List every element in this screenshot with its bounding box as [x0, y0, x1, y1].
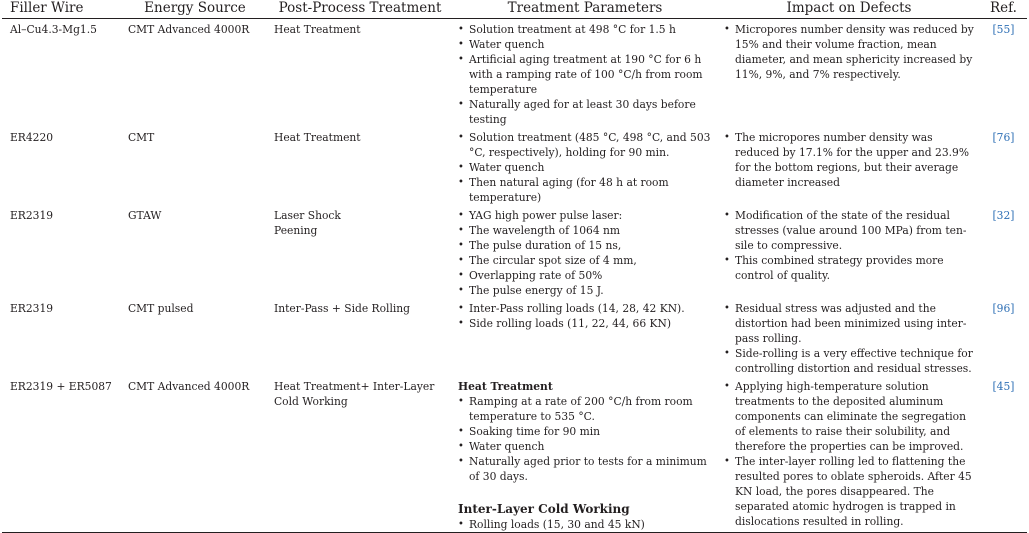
post-process-line: Heat Treatment — [274, 131, 361, 144]
table-row — [2, 19, 1027, 128]
list-item: • Naturally aged for at least 30 days before testing — [458, 97, 712, 127]
header-post-process: Post-Process Treatment — [268, 0, 452, 19]
list-item: • Soaking time for 90 min — [458, 424, 712, 439]
post-process-cell — [268, 205, 452, 298]
list-item: • YAG high power pulse laser: — [458, 208, 712, 223]
header-filler-wire: Filler Wire — [2, 0, 122, 19]
list-item: • The wavelength of 1064 nm — [458, 223, 712, 238]
list-item: • Solution treatment at 498 °C for 1.5 h — [458, 22, 712, 37]
post-process-cell — [268, 127, 452, 205]
impact-cell — [718, 205, 980, 298]
list-item: • The pulse duration of 15 ns, — [458, 238, 712, 253]
post-process-line: Laser Shock — [274, 209, 341, 222]
impact-cell — [718, 298, 980, 376]
ref-cell — [980, 19, 1027, 128]
list-item: • Micropores number density was reduced by 15% and their volume fraction, mean diameter, and mean sphericity increased by 11%, 9%, and 7% respectively. — [724, 22, 974, 82]
parameters-subheading: Heat Treatment — [458, 380, 553, 393]
impact-cell — [718, 19, 980, 128]
table-row — [2, 127, 1027, 205]
parameters-list — [458, 208, 712, 298]
post-process-line: Heat Treatment+ Inter-Layer — [274, 380, 435, 393]
list-item: • Residual stress was adjusted and the distortion had been minimized using inter-pass rolling. — [724, 301, 974, 346]
energy-source-cell: CMT — [128, 131, 155, 144]
list-item: • Naturally aged prior to tests for a minimum of 30 days. — [458, 454, 712, 484]
table-row — [2, 205, 1027, 298]
parameters-list — [458, 517, 712, 532]
list-item: • Water quench — [458, 37, 712, 52]
parameters-cell — [452, 298, 718, 376]
ref-cell — [980, 205, 1027, 298]
parameters-cell — [452, 19, 718, 128]
ref-link[interactable]: [55] — [992, 23, 1015, 36]
ref-link[interactable]: [96] — [992, 302, 1015, 315]
energy-source-cell: GTAW — [128, 209, 162, 222]
list-item: • Modification of the state of the residual stresses (value around 100 MPa) from ten-sile to compressive. — [724, 208, 974, 253]
impact-cell — [718, 376, 980, 533]
post-process-cell — [268, 19, 452, 128]
filler-wire-cell: ER2319 + ER5087 — [2, 376, 122, 533]
ref-link[interactable]: [45] — [992, 380, 1015, 393]
table-row — [2, 298, 1027, 376]
impact-cell — [718, 127, 980, 205]
impact-list — [724, 208, 974, 283]
header-energy-source: Energy Source — [122, 0, 268, 19]
parameters-list — [458, 130, 712, 205]
impact-list — [724, 22, 974, 82]
list-item: • Ramping at a rate of 200 °C/h from room temperature to 535 °C. — [458, 394, 712, 424]
table-header-row — [2, 0, 1027, 19]
list-item: • Applying high-temperature solution treatments to the deposited aluminum components can eliminate the segregation of elements to raise their solubility, and therefore the properties can be improved. — [724, 379, 974, 454]
filler-wire-cell: ER2319 — [10, 302, 54, 315]
parameters-list — [458, 301, 712, 331]
post-process-line: Heat Treatment — [274, 23, 361, 36]
post-process-line: Cold Working — [274, 395, 348, 408]
post-process-line: Inter-Pass + Side Rolling — [274, 302, 411, 315]
header-impact-on-defects: Impact on Defects — [718, 0, 980, 19]
header-treatment-parameters: Treatment Parameters — [452, 0, 718, 19]
energy-source-cell: CMT Advanced 4000R — [128, 23, 250, 36]
post-process-cell — [268, 298, 452, 376]
list-item: • The circular spot size of 4 mm, — [458, 253, 712, 268]
parameters-list — [458, 394, 712, 484]
ref-link[interactable]: [76] — [992, 131, 1015, 144]
parameters-subheading: Inter-Layer Cold Working — [458, 502, 630, 516]
ref-link[interactable]: [32] — [992, 209, 1015, 222]
list-item: • This combined strategy provides more control of quality. — [724, 253, 974, 283]
impact-list — [724, 130, 974, 190]
parameters-cell — [452, 127, 718, 205]
parameters-cell — [452, 205, 718, 298]
list-item: • Side-rolling is a very effective technique for controlling distortion and residual stresses. — [724, 346, 974, 376]
list-item: • Side rolling loads (11, 22, 44, 66 KN) — [458, 316, 712, 331]
list-item: • The inter-layer rolling led to flattening the resulted pores to oblate spheroids. After 45 KN load, the pores disappeared. The separated atomic hydrogen is trapped in dislocations resulted in rolling. — [724, 454, 974, 529]
parameters-cell — [452, 376, 718, 533]
energy-source-cell: CMT pulsed — [128, 302, 194, 315]
list-item: • Overlapping rate of 50% — [458, 268, 712, 283]
list-item: • Water quench — [458, 439, 712, 454]
treatment-table — [2, 0, 1027, 533]
filler-wire-cell: ER2319 — [10, 209, 54, 222]
parameters-list — [458, 22, 712, 127]
list-item: • Then natural aging (for 48 h at room temperature) — [458, 175, 712, 205]
list-item: • Solution treatment (485 °C, 498 °C, and 503 °C, respectively), holding for 90 min. — [458, 130, 712, 160]
ref-cell — [980, 127, 1027, 205]
list-item: • The pulse energy of 15 J. — [458, 283, 712, 298]
list-item: • The micropores number density was reduced by 17.1% for the upper and 23.9% for the bottom regions, but their average diameter increased — [724, 130, 974, 190]
list-item: • Artificial aging treatment at 190 °C for 6 h with a ramping rate of 100 °C/h from room temperature — [458, 52, 712, 97]
filler-wire-cell: Al–Cu4.3-Mg1.5 — [10, 23, 97, 36]
energy-source-cell: CMT Advanced 4000R — [122, 376, 268, 533]
header-ref: Ref. — [980, 0, 1027, 19]
post-process-line: Peening — [274, 224, 318, 237]
filler-wire-cell: ER4220 — [10, 131, 54, 144]
list-item: • Water quench — [458, 160, 712, 175]
impact-list — [724, 301, 974, 376]
ref-cell — [980, 376, 1027, 533]
impact-list — [724, 379, 974, 529]
list-item: • Rolling loads (15, 30 and 45 kN) — [458, 517, 712, 532]
list-item: • Inter-Pass rolling loads (14, 28, 42 KN). — [458, 301, 712, 316]
ref-cell — [980, 298, 1027, 376]
post-process-cell — [268, 376, 452, 533]
table-row — [2, 376, 1027, 533]
